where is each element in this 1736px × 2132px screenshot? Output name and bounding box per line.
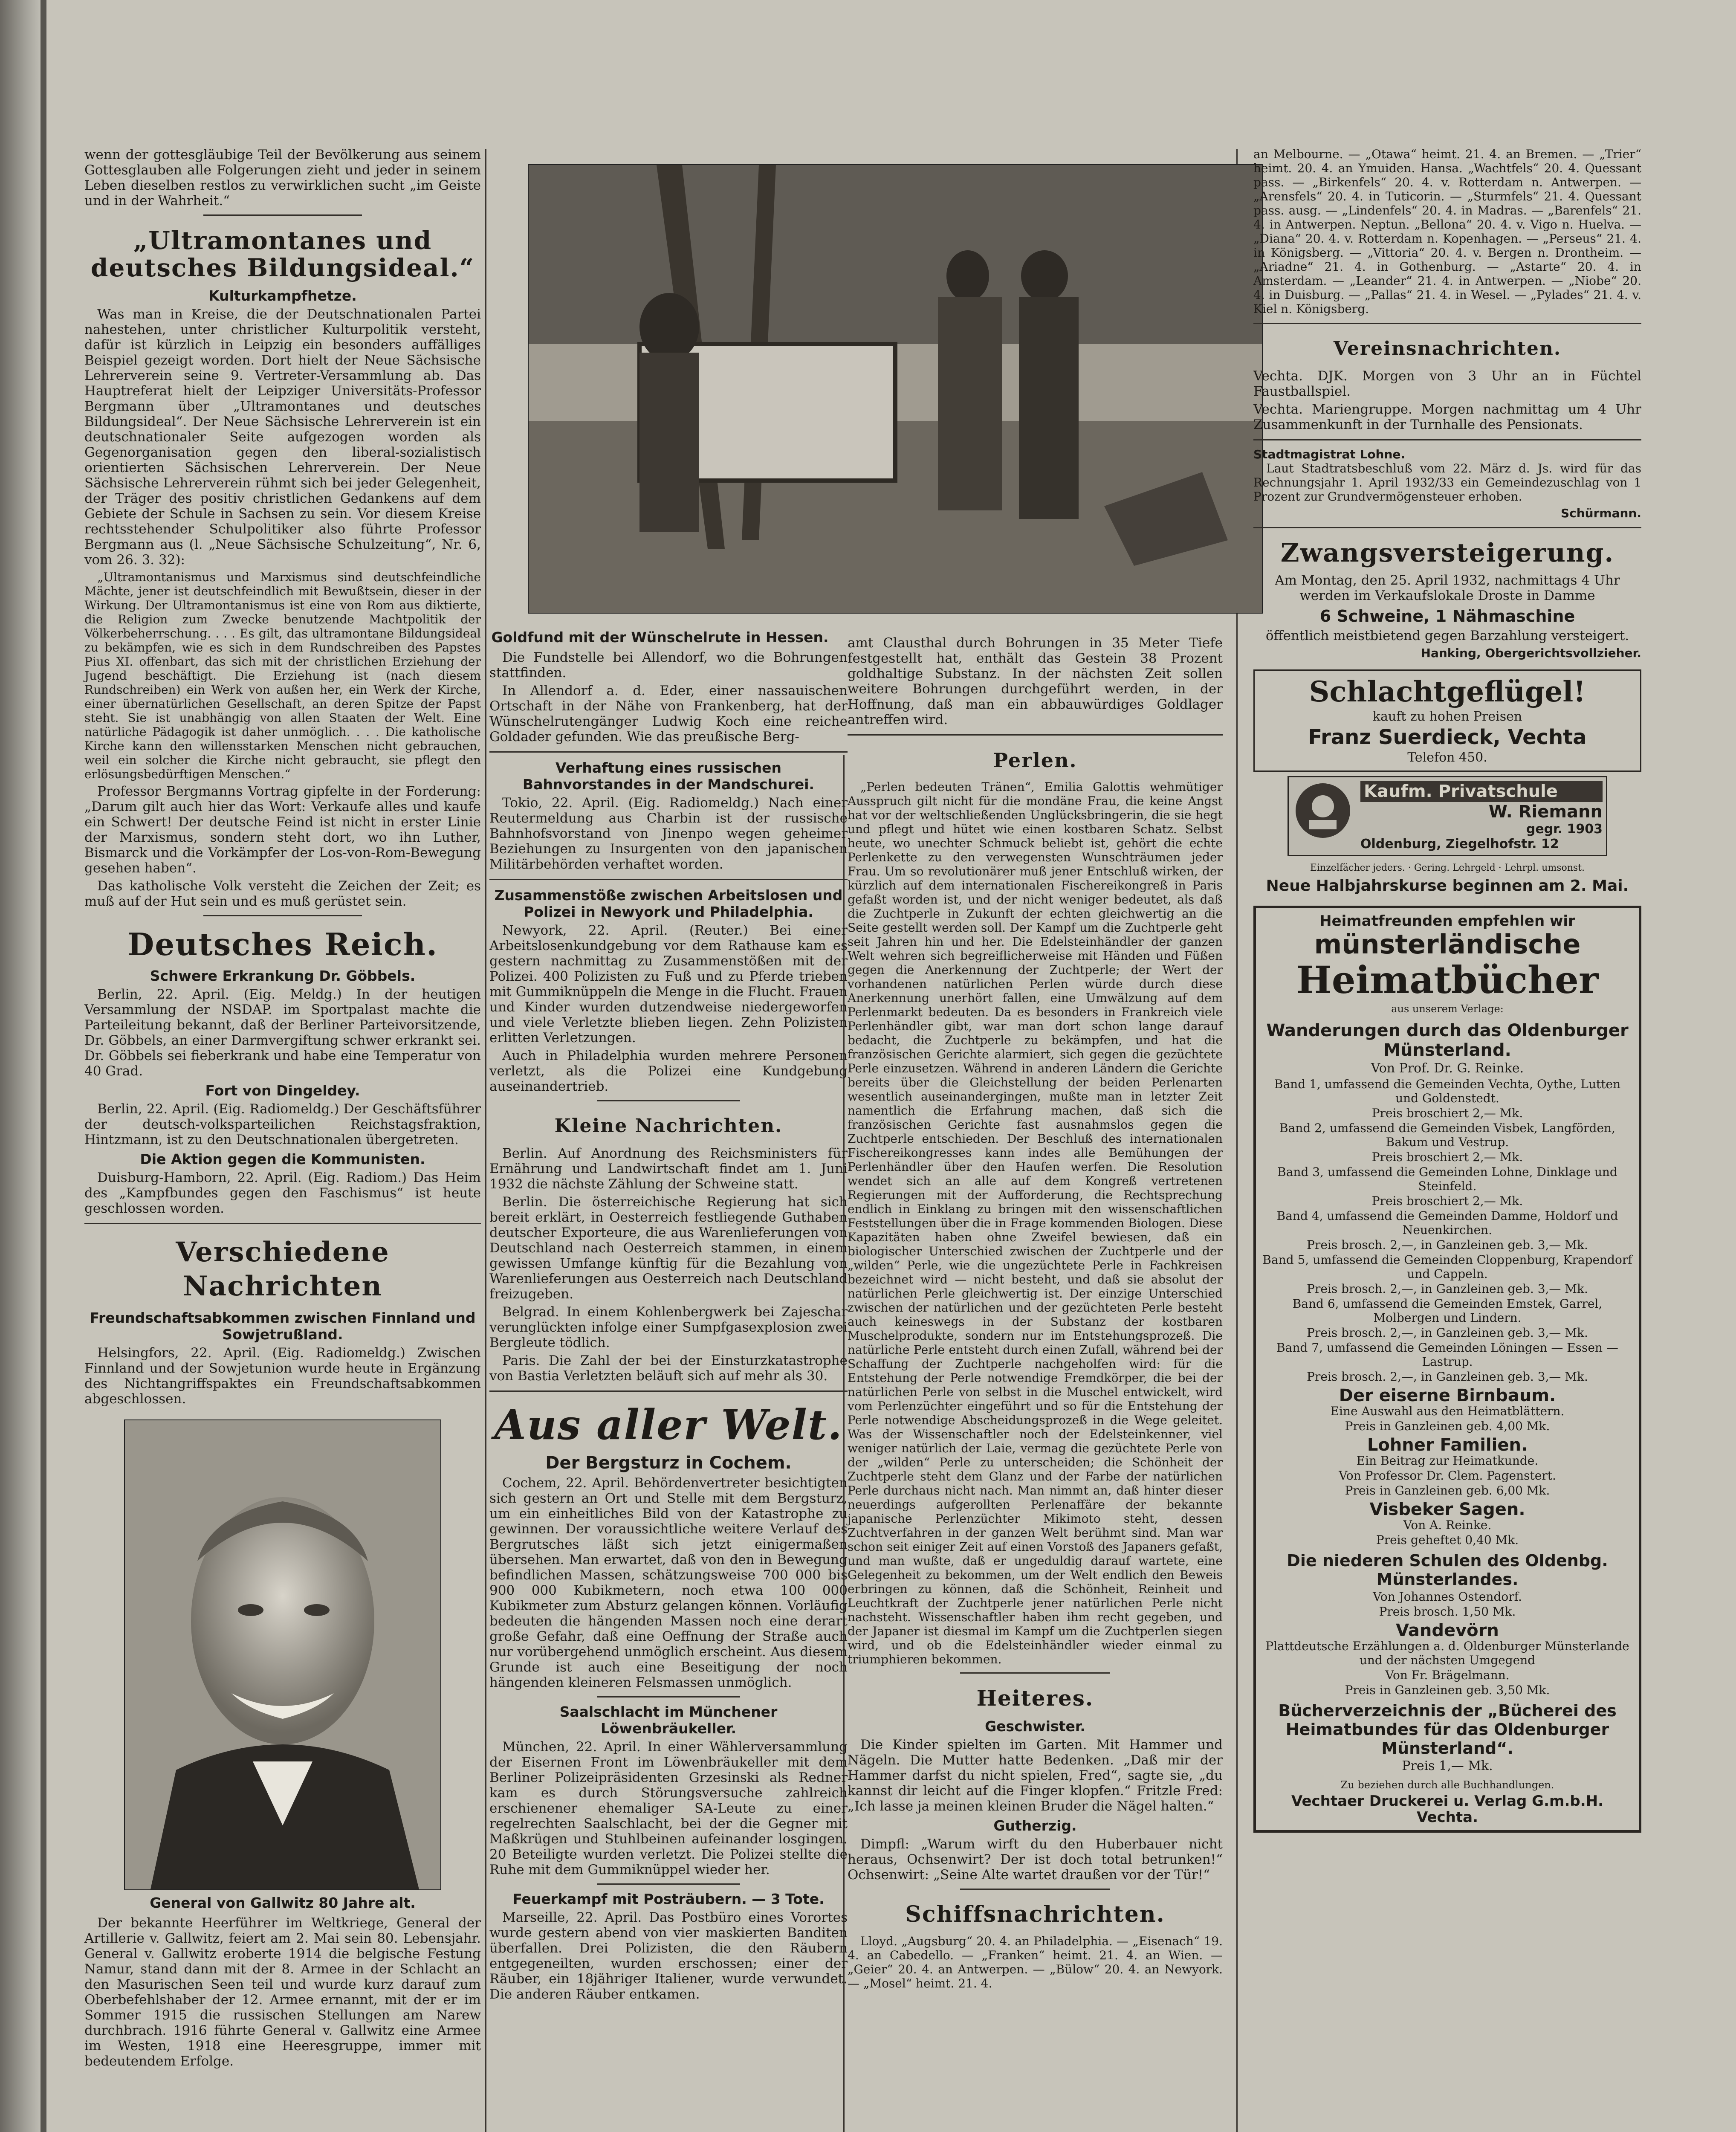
zwang-text: Am Montag, den 25. April 1932, nachmittags 4 Uhr werden im Verkaufslokale Droste in Damme (1275, 573, 1620, 603)
schiff-text: Lloyd. „Augsburg“ 20. 4. an Philadelphia. — „Eisenach“ 19. 4. an Cabedello. — „Franken“ heimt. 21. 4. an Wien. — „Geier“ 20. 4. an Antwerpen. — „Bülow“ 20. 4. an Newyork. — „Mosel“ heimt. 21. 4. (848, 1934, 1223, 1990)
book-title: Vandevörn (1396, 1621, 1499, 1640)
perlen-text: „Perlen bedeuten Tränen“, Emilia Galottis wehmütiger Ausspruch gilt nicht für die mondäne Frau, die keine Angst hat vor der weltschließenden Unglücksbringerin, die sie hegt und pflegt und hütet wie einen kostbaren Schatz. Selbst heute, wo unechter Schmuck beliebt ist, gehört die echte Perlenkette zu den verwegensten Wunschträumen jeder Frau. Um so revolutionärer muß jener Entschluß wirken, der kürzlich auf dem internationalen Fischereikongreß in Paris gefaßt worden ist, und der nicht weniger bedeutet, als daß die Zuchtperle in Zukunft der echten gleichwertig an die Seite gestellt werden soll. Der Kampf um die Zuchtperle geht seit Jahren hin und her. Die Edelsteinhändler der ganzen Welt wehren sich begreiflicherweise mit Händen und Füßen gegen die Anerkennung der Zuchtperle; der Wert der vorhandenen natürlichen Perlen würde durch diese Anerkennung unerhört fallen, eine Umwälzung auf dem Perlenmarkt bedeuten. Da es besonders in Frankreich viele Perlenhändler gibt, war man dort schon lange darauf bedacht, die Zuchtperle zu bekämpfen, und hat die französischen Gerichte alarmiert, sich gegen die gezüchtete Perle einzusetzen. Während in anderen Ländern die Gerichte bereits über die Gleichstellung der beiden Perlenarten wesentlich auseinandergingen, mußte man in letzter Zeit namentlich die Erfahrung machen, daß sich die französischen Gerichte fast ausnahmslos gegen die Zuchtperle entschieden. Der Beschluß des internationalen Fischereikongresses kann indes alle Bemühungen der Perlenhändler über den Haufen werfen. Die Resolution wendet sich an alle auf dem Kongreß vertretenen Regierungen mit der Aufforderung, die Rechtsprechung endlich in Einklang zu bringen mit den wissenschaftlichen Feststellungen über die in Frage kommenden Biologen. Diese Kapazitäten haben ohne Zweifel bewiesen, daß ein biologischer Unterschied zwischen der Zuchtperle und der „wilden“ Perle, wie die ungezüchtete Perle in Fachkreisen bezeichnet wird — nicht besteht, und daß sie absolut der natürlichen Perle gleichwertig ist. Der einzige Unterschied zwischen der natürlichen und der gezüchteten Perle besteht auch keineswegs in der Substanz der kostbaren Muschelprodukte, sondern nur im Entstehungsprozeß. Die natürliche Perle entsteht durch einen Zufall, während bei der Schaffung der Zuchtperle nachgeholfen wird: für die Entstehung der Perle notwendige Fremdkörper, die bei der natürlichen Perle von selbst in die Muschel entwickelt, wird vom Perlenzüchter eingeführt und so für die Entstehung der Perle notwendige Abscheidungsprozeß in die Wege geleitet. Was der Wissenschaftler noch der Edelsteinkenner, viel weniger natürlich der Laie, vermag die gezüchtete Perle von der „wilden“ Perle zu unterscheiden; die Schönheit der Zuchtperle steht dem Glanz und der Farbe der natürlichen Perle durchaus nicht nach. Man nimmt an, daß hinter dieser neuerdings aufgerollten Perlenaffäre der bekannte japanische Perlenzüchter Mikimoto steht, dessen Zuchtverfahren in der ganzen Welt berühmt sind. Man war schon seit einiger Zeit auf einen Vorstoß des Japaners gefaßt, und man wußte, daß er ungeduldig darauf wartete, eine Gelegenheit zu bekommen, um der Welt endlich den Beweis erbringen zu können, daß die Schönheit, Reinheit und Leuchtkraft der Zuchtperle jener natürlichen Perle nicht nachsteht. Wissenschaftler haben ihm recht gegeben, und der Japaner ist diesmal im Kampf um die Zuchtperlen siegen wird, und ob die Edelsteinhändler wieder einmal zu triumphieren bekommen. (848, 780, 1223, 1666)
heiteres-subtitle: Geschwister. (985, 1718, 1085, 1735)
news-text: Tokio, 22. April. (Eig. Radiomeldg.) Nach einer Reutermeldung aus Charbin ist der russische Bahnhofsvorstand von Jinenpo wegen geheimer Beziehungen zu Insurgenten von den japanischen Militärbehörden verhaftet worden. (489, 795, 848, 872)
book-line: Von Fr. Brägelmann. (1385, 1668, 1510, 1682)
news-text: Marseille, 22. April. Das Postbüro eines Vorortes wurde gestern abend von vier maskierten Banditen überfallen. Drei Polizisten, die den Räubern entgegeneilten, wurden erschossen; einer der Räuber, ein 18jähriger Italiener, wurde verwundet. Die anderen Räuber entkamen. (489, 1910, 848, 2002)
news-subtitle: Freundschaftsabkommen zwischen Finnland und Sowjetrußland. (90, 1309, 476, 1343)
separator (1253, 439, 1641, 440)
book-title: Visbeker Sagen. (1369, 1500, 1525, 1519)
books-foot: Zu beziehen durch alle Buchhandlungen. (1340, 1779, 1554, 1791)
heiteres-text: Die Kinder spielten im Garten. Mit Hammer und Nägeln. Die Mutter hatte Bedenken. „Daß mir der Hammer darfst du nicht spielen, Fred“, sagte sie, „du kannst dir leicht auf die Finger klopfen.“ Fritzle Fred: „Ich lasse ja meinen kleinen Bruder die Nägel halten.“ (848, 1737, 1223, 1814)
book-line: Von A. Reinke. (1403, 1518, 1492, 1532)
column-4 (1253, 147, 1641, 1837)
book-line: Preis geheftet 0,40 Mk. (1376, 1533, 1519, 1547)
book-line: Band 5, umfassend die Gemeinden Cloppenburg, Krapendorf und Cappeln. (1262, 1253, 1632, 1281)
news-text: Belgrad. In einem Kohlenbergwerk bei Zajeschar verunglückten infolge einer Sumpfgasexplosion zwei Bergleute tödlich. (489, 1304, 848, 1350)
separator (84, 1223, 481, 1224)
books-publisher: Vechta. (1417, 1809, 1478, 1826)
separator (597, 1696, 740, 1697)
book-line: Preis brosch. 2,—, in Ganzleinen geb. 3,— Mk. (1307, 1282, 1588, 1296)
news-text: Berlin. Auf Anordnung des Reichsministers für Ernährung und Landwirtschaft findet am 1. Juni 1932 die nächste Zählung der Schweine statt. (489, 1146, 848, 1192)
book-lines (1262, 1454, 1633, 1498)
separator (1253, 323, 1641, 324)
separator (960, 1889, 1110, 1890)
heiteres-subtitle: Gutherzig. (993, 1817, 1077, 1834)
book-line: Band 3, umfassend die Gemeinden Lohne, Dinklage und Steinfeld. (1277, 1165, 1617, 1193)
book-line: Band 2, umfassend die Gemeinden Visbek, Langförden, Bakum und Vestrup. (1279, 1121, 1615, 1149)
news-text: Berlin, 22. April. (Eig. Meldg.) In der heutigen Versammlung der NSDAP. im Sportpalast machte die Parteileitung bekannt, daß der Berliner Parteivorsitzende, Dr. Göbbels, an einer Darmvergiftung schwer erkrankt sei. Dr. Göbbels sei fieberkrank und habe eine Temperatur von 40 Grad. (84, 987, 481, 1079)
column-rule (485, 149, 486, 2132)
kaufm-title: Kaufm. Privatschule (1360, 781, 1603, 802)
kaufm-year: gegr. 1903 (1526, 822, 1603, 837)
gallwitz-caption: General von Gallwitz 80 Jahre alt. (150, 1894, 416, 1911)
goldfund-text: In Allendorf a. d. Eder, einer nassauischen Ortschaft in der Nähe von Frankenberg, hat der Wünschelrutengänger Ludwig Koch eine reiche Goldader gefunden. Wie das preußische Berg- (489, 683, 848, 744)
book-title: Lohner Familien. (1367, 1435, 1528, 1455)
binding-edge (0, 0, 41, 2132)
book-line: Von Johannes Ostendorf. (1373, 1590, 1522, 1604)
book-lines (1262, 1639, 1633, 1697)
intro-text: wenn der gottesgläubige Teil der Bevölkerung aus seinem Gottesglauben alle Folgerungen zieht und jeder in seinem Leben dieselben restlos zu verwirklichen sucht „im Geiste und in der Wahrheit.“ (84, 147, 481, 209)
news-subtitle: Feuerkampf mit Posträubern. — 3 Tote. (512, 1891, 825, 1907)
books-title: münsterländische (1314, 929, 1581, 960)
book-line: Band 7, umfassend die Gemeinden Löningen — Essen — Lastrup. (1276, 1341, 1618, 1369)
book-line: Eine Auswahl aus den Heimatblättern. (1330, 1404, 1565, 1418)
column-2 (489, 147, 848, 2005)
kaufm-info: Einzelfächer jeders. · Gering. Lehrgeld · Lehrpl. umsonst. (1310, 863, 1585, 873)
ultramontan-quote: „Ultramontanismus und Marxismus sind deutschfeindliche Mächte, jener ist deutschfeindlich mit Bewußtsein, dieser in der Wirkung. Der Ultramontanismus ist eine von Rom aus diktierte, die Religion zum Zwecke benutzende Machtpolitik der Völkerbeherrschung. . . . Es gilt, das ultramontane Bildungsideal zu bekämpfen, wie es sich in dem Rundschreiben des Papstes Pius XI. offenbart, das sich mit der christlichen Erziehung der Jugend beschäftigt. Die Erziehung ist (nach diesem Rundschreiben) ein Werk von außen her, ein Werk der Kirche, einer übernatürlichen Gesellschaft, an deren Spitze der Papst steht. Sie ist unabhängig von allen Staaten der Welt. Eine natürliche Pädagogik ist daher unmöglich. . . . Die katholische Kirche kann den willensstarken Menschen nicht gebrauchen, weil ein solcher die Kirche nicht gebraucht, sie pflegt den erlösungsbedürftigen Menschen.“ (84, 570, 481, 781)
welt-headline: Aus aller Welt. (494, 1401, 843, 1449)
schlacht-ad (1253, 669, 1641, 772)
books-intro: Heimatfreunden empfehlen wir (1319, 912, 1575, 930)
zwang-item: 6 Schweine, 1 Nähmaschine (1319, 607, 1575, 626)
verschiedene-headline: Verschiedene Nachrichten (176, 1236, 390, 1302)
separator (597, 1100, 740, 1101)
book-line: Band 1, umfassend die Gemeinden Vechta, Oythe, Lutten und Goldenstedt. (1274, 1077, 1621, 1105)
book-line: Preis broschiert 2,— Mk. (1371, 1194, 1523, 1208)
schlacht-name: Franz Suerdieck, Vechta (1308, 725, 1587, 749)
news-subtitle: Fort von Dingeldey. (205, 1082, 360, 1099)
goldfund-text: Die Fundstelle bei Allendorf, wo die Bohrungen stattfinden. (489, 650, 848, 681)
book-line: Preis brosch. 2,—, in Ganzleinen geb. 3,— Mk. (1307, 1326, 1588, 1340)
band-list (1262, 1077, 1633, 1384)
ultramontan-subtitle: Kulturkampfhetze. (208, 287, 357, 304)
book-line: Preis in Ganzleinen geb. 6,00 Mk. (1345, 1483, 1550, 1498)
books-publisher: Vechtaer Druckerei u. Verlag G.m.b.H. (1291, 1793, 1603, 1810)
column-3 (848, 635, 1223, 1993)
separator (1253, 527, 1641, 528)
book-line: Preis broschiert 2,— Mk. (1371, 1106, 1523, 1120)
news-text: Paris. Die Zahl der bei der Einsturzkatastrophe von Bastia Verletzten beläuft sich auf mehr als 30. (489, 1353, 848, 1384)
goldfund-caption: Goldfund mit der Wünschelrute in Hessen. (491, 629, 829, 646)
separator (489, 879, 848, 880)
news-text: München, 22. April. In einer Wählerversammlung der Eisernen Front im Löwenbräukeller mit dem Berliner Polizeipräsidenten Grzesinski als Redner kam es durch Störungsversuche zahlreich erschienener ehemaliger SA-Leute zu einer regelrechten Saalschlacht, bei der die Gegner mit Maßkrügen und Stuhlbeinen aufeinander losgingen. 20 Beteiligte wurden verletzt. Die Polizei stellte die Ruhe mit dem Gummiknüppel wieder her. (489, 1739, 848, 1877)
goldfund-photo (528, 164, 1263, 614)
zwang-text: öffentlich meistbietend gegen Barzahlung versteigert. (1265, 628, 1629, 643)
book-line: Preis brosch. 2,—, in Ganzleinen geb. 3,— Mk. (1307, 1370, 1588, 1384)
bergsturz-title: Der Bergsturz in Cochem. (545, 1453, 792, 1473)
kleine-headline: Kleine Nachrichten. (554, 1115, 783, 1137)
news-text: Helsingfors, 22. April. (Eig. Radiomeldg.) Zwischen Finnland und der Sowjetunion wurde heute in Ergänzung des Nichtangriffspaktes ein Freundschaftsabkommen abgeschlossen. (84, 1345, 481, 1407)
books-title: Heimatbücher (1296, 958, 1599, 1002)
book-line: Plattdeutsche Erzählungen a. d. Oldenburger Münsterlande und der nächsten Umgegend (1265, 1639, 1629, 1667)
news-text: Duisburg-Hamborn, 22. April. (Eig. Radiom.) Das Heim des „Kampfbundes gegen den Faschismus“ ist heute geschlossen worden. (84, 1170, 481, 1216)
news-subtitle: Schwere Erkrankung Dr. Göbbels. (150, 968, 416, 984)
schlacht-title: Schlachtgeflügel! (1309, 675, 1586, 708)
schlacht-tel: Telefon 450. (1407, 750, 1487, 765)
book-title: Der eiserne Birnbaum. (1339, 1386, 1556, 1405)
separator (203, 915, 362, 916)
separator (848, 734, 1223, 736)
zwang-headline: Zwangsversteigerung. (1280, 538, 1614, 568)
gallwitz-text: Der bekannte Heerführer im Weltkriege, General der Artillerie v. Gallwitz, feiert am 2. Mai sein 80. Lebensjahr. General v. Gallwitz eroberte 1914 die belgische Festung Namur, stand dann mit der 8. Armee in der Schlacht an den Masurischen Seen teil und wurde kurz darauf zum Oberbefehlshaber der 12. Armee ernannt, mit der er im Sommer 1915 die russischen Stellungen am Narew durchbrach. 1916 führte General v. Gallwitz eine Armee im Westen, 1918 eine Heeresgruppe, immer mit bedeutendem Erfolge. (84, 1915, 481, 2069)
book-lines (1262, 1590, 1633, 1619)
ultramontan-paragraph: Professor Bergmanns Vortrag gipfelte in der Forderung: „Darum gilt auch hier das Wort: Verkaufe alles und kaufe ein Schwert! Der deutsche Feind ist nicht in erster Linie der Marxismus, sondern steht dort, wo ihn Luther, Bismarck und die Vorkämpfer der Los-von-Rom-Bewegung gesehen haben“. (84, 784, 481, 876)
separator (597, 1883, 740, 1885)
news-text: Newyork, 22. April. (Reuter.) Bei einer Arbeitslosenkundgebung vor dem Rathause kam es gestern nachmittag zu Zusammenstößen mit der Polizei. 400 Polizisten zu Fuß und zu Pferde trieben mit Gummiknüppeln die Menge in die Flucht. Frauen und Kinder wurden dutzendweise niedergeworfen und viele Verletzte blieben liegen. Zehn Polizisten erlitten Verletzungen. (489, 923, 848, 1046)
book-line: Band 4, umfassend die Gemeinden Damme, Holdorf und Neuenkirchen. (1276, 1209, 1618, 1237)
heimatbuecher-ad (1253, 906, 1641, 1833)
book-lines (1262, 1404, 1633, 1433)
book-line: Preis in Ganzleinen geb. 3,50 Mk. (1345, 1683, 1550, 1697)
news-subtitle: Verhaftung eines russischen Bahnvorstandes in der Mandschurei. (522, 759, 815, 793)
verein-headline: Vereinsnachrichten. (1333, 338, 1562, 359)
news-subtitle: Zusammenstöße zwischen Arbeitslosen und Polizei in Newyork und Philadelphia. (494, 887, 843, 920)
stadt-text: Laut Stadtratsbeschluß vom 22. März d. Js. wird für das Rechnungsjahr 1. April 1932/33 ein Gemeindezuschlag von 1 Prozent zur Grundvermögensteuer erhoben. (1253, 461, 1641, 504)
separator (960, 1672, 1110, 1674)
book-lines (1262, 1518, 1633, 1547)
separator (489, 1390, 848, 1392)
book-price: Preis 1,— Mk. (1402, 1758, 1493, 1773)
kaufm-ad (1288, 776, 1607, 856)
kaufm-kurse: Neue Halbjahrskurse beginnen am 2. Mai. (1266, 877, 1629, 895)
book-line: Preis brosch. 2,—, in Ganzleinen geb. 3,— Mk. (1307, 1238, 1588, 1252)
school-emblem-icon (1293, 781, 1353, 840)
page-edge (41, 0, 46, 2132)
stadt-head: Stadtmagistrat Lohne. (1253, 447, 1406, 461)
stadt-signature: Schürmann. (1560, 506, 1641, 520)
book-line: Preis brosch. 1,50 Mk. (1379, 1605, 1516, 1619)
ultramontan-paragraph: Was man in Kreise, die der Deutschnationalen Partei nahestehen, unter christlicher Kulturpolitik versteht, dafür ist kürzlich in Leipzig ein besonders auffälliges Beispiel gezeigt worden. Dort hielt der Neue Sächsische Lehrerverein seine 9. Vertreter-Versammlung ab. Das Hauptreferat hielt der Leipziger Universitäts-Professor Bergmann über „Ultramontanes und deutsches Bildungsideal“. Der Neue Sächsische Lehrerverein ist ein deutschnationaler Seite aufgezogen worden als Gegenorganisation gegen den liberal-sozialistisch orientierten Sächsischen Lehrerverein. Der Neue Sächsische Lehrerverein rühmt sich bei jeder Gelegenheit, der Träger des positiv christlichen Gedankens auf dem Gebiete der Schule in Sachsen zu sein. Vor diesem Kreise rechtsstehender Schulpolitiker also führte Professor Bergmann aus (l. „Neue Sächsische Schulzeitung“, Nr. 6, vom 26. 3. 32): (84, 307, 481, 568)
news-text: Berlin, 22. April. (Eig. Radiomeldg.) Der Geschäftsführer der deutsch-volksparteilichen Reichstagsfraktion, Hintzmann, ist zu den Deutschnationalen übergetreten. (84, 1101, 481, 1147)
kaufm-addr: Oldenburg, Ziegelhofstr. 12 (1360, 837, 1559, 852)
column-1 (84, 147, 481, 2071)
zwang-signature: Hanking, Obergerichtsvollzieher. (1421, 646, 1641, 660)
book-title: Bücherverzeichnis der „Bücherei des Heimatbundes für das Oldenburger Münsterland“. (1278, 1701, 1617, 1758)
heiteres-text: Dimpfl: „Warum wirft du den Huberbauer nicht heraus, Ochsenwirt? Der ist doch total betrunken!“ Ochsenwirt: „Seine Alte wartet draußen vor der Tür!“ (848, 1837, 1223, 1883)
news-text: Berlin. Die österreichische Regierung hat sich bereit erklärt, in Oesterreich festliegende Guthaben deutscher Exporteure, die aus Warenlieferungen von Deutschland nach Oesterreich stammen, in einem gewissen Umfange künftig für die Bezahlung von Warenlieferungen aus Oesterreich nach Deutschland freizugeben. (489, 1194, 848, 1302)
news-text: Auch in Philadelphia wurden mehrere Personen verletzt, als die Polizei eine Kundgebung auseinandertrieb. (489, 1048, 848, 1094)
separator (489, 751, 848, 753)
perlen-headline: Perlen. (993, 749, 1077, 772)
news-subtitle: Die Aktion gegen die Kommunisten. (140, 1151, 425, 1167)
heiteres-headline: Heiteres. (976, 1686, 1094, 1711)
book-author: Von Prof. Dr. G. Reinke. (1371, 1061, 1524, 1076)
schlacht-line: kauft zu hohen Preisen (1372, 709, 1522, 724)
separator (203, 214, 362, 216)
ultramontan-paragraph: Das katholische Volk versteht die Zeichen der Zeit; es muß auf der Hut sein und es muß gerüstet sein. (84, 878, 481, 909)
schiff-headline: Schiffsnachrichten. (905, 1901, 1165, 1927)
book-line: Preis in Ganzleinen geb. 4,00 Mk. (1345, 1419, 1550, 1433)
goldfund-continued: amt Clausthal durch Bohrungen in 35 Meter Tiefe festgestellt hat, enthält das Gestein 38 Prozent goldhaltige Substanz. In der nächsten Zeit sollen weitere Bohrungen durchgeführt werden, in der Hoffnung, daß man ein abbauwürdiges Goldlager antreffen wird. (848, 635, 1223, 727)
news-subtitle: Saalschlacht im Münchener Löwenbräukeller. (559, 1703, 778, 1737)
book-line: Preis broschiert 2,— Mk. (1371, 1150, 1523, 1164)
books-verlag: aus unserem Verlage: (1391, 1003, 1504, 1015)
book-line: Von Professor Dr. Clem. Pagenstert. (1339, 1469, 1556, 1483)
verein-text: Vechta. Mariengruppe. Morgen nachmittag um 4 Uhr Zusammenkunft in der Turnhalle des Pensionats. (1253, 402, 1641, 432)
kaufm-name: W. Riemann (1488, 802, 1603, 822)
reich-headline: Deutsches Reich. (127, 926, 438, 962)
gallwitz-portrait (124, 1419, 441, 1890)
verein-text: Vechta. DJK. Morgen von 3 Uhr an in Füchtel Faustballspiel. (1253, 368, 1641, 399)
book-line: Band 6, umfassend die Gemeinden Emstek, Garrel, Molbergen und Lindern. (1292, 1297, 1603, 1325)
ultramontan-headline: „Ultramontanes und deutsches Bildungsideal.“ (90, 226, 475, 282)
schiff-continued: an Melbourne. — „Otawa“ heimt. 21. 4. an Bremen. — „Trier“ heimt. 20. 4. an Ymuiden. Hansa. „Wachtfels“ 20. 4. Quessant pass. — „Birkenfels“ 20. 4. v. Rotterdam n. Antwerpen. — „Arensfels“ 20. 4. in Tuticorin. — „Sturmfels“ 21. 4. Quessant pass. ausg. — „Lindenfels“ 20. 4. in Madras. — „Barenfels“ 21. 4. in Antwerpen. Neptun. „Bellona“ 20. 4. v. Vigo n. Huelva. — „Diana“ 20. 4. v. Rotterdam n. Kopenhagen. — „Perseus“ 21. 4. in Königsberg. — „Vittoria“ 20. 4. v. Bergen n. Drontheim. — „Ariadne“ 21. 4. in Gothenburg. — „Astarte“ 20. 4. in Amsterdam. — „Leander“ 21. 4. in Antwerpen. — „Niobe“ 20. 4. in Duisburg. — „Pallas“ 21. 4. in Wesel. — „Pylades“ 21. 4. v. Kiel n. Königsberg. (1253, 147, 1641, 316)
book-title: Wanderungen durch das Oldenburger Münsterland. (1266, 1021, 1629, 1060)
book-title: Die niederen Schulen des Oldenbg. Münsterlandes. (1287, 1551, 1608, 1589)
news-text: Cochem, 22. April. Behördenvertreter besichtigten sich gestern an Ort und Stelle mit dem Bergsturz, um ein einheitliches Bild von der Katastrophe zu gewinnen. Der voraussichtliche weitere Verlauf des Bergrutsches läßt sich jetzt einigermaßen übersehen. Man erwartet, daß von den in Bewegung befindlichen Massen, schätzungsweise 700 000 bis 900 000 Kubikmetern, noch etwa 100 000 Kubikmeter zum Absturz gelangen können. Vorläufig bedeuten die hängenden Massen noch eine derart große Gefahr, daß eine Oeffnung der Straße auch nur vorübergehend unmöglich erscheint. Aus diesem Grunde ist auch eine Beseitigung der noch hängenden kleineren Felsmassen unmöglich. (489, 1475, 848, 1690)
book-line: Ein Beitrag zur Heimatkunde. (1356, 1454, 1539, 1468)
